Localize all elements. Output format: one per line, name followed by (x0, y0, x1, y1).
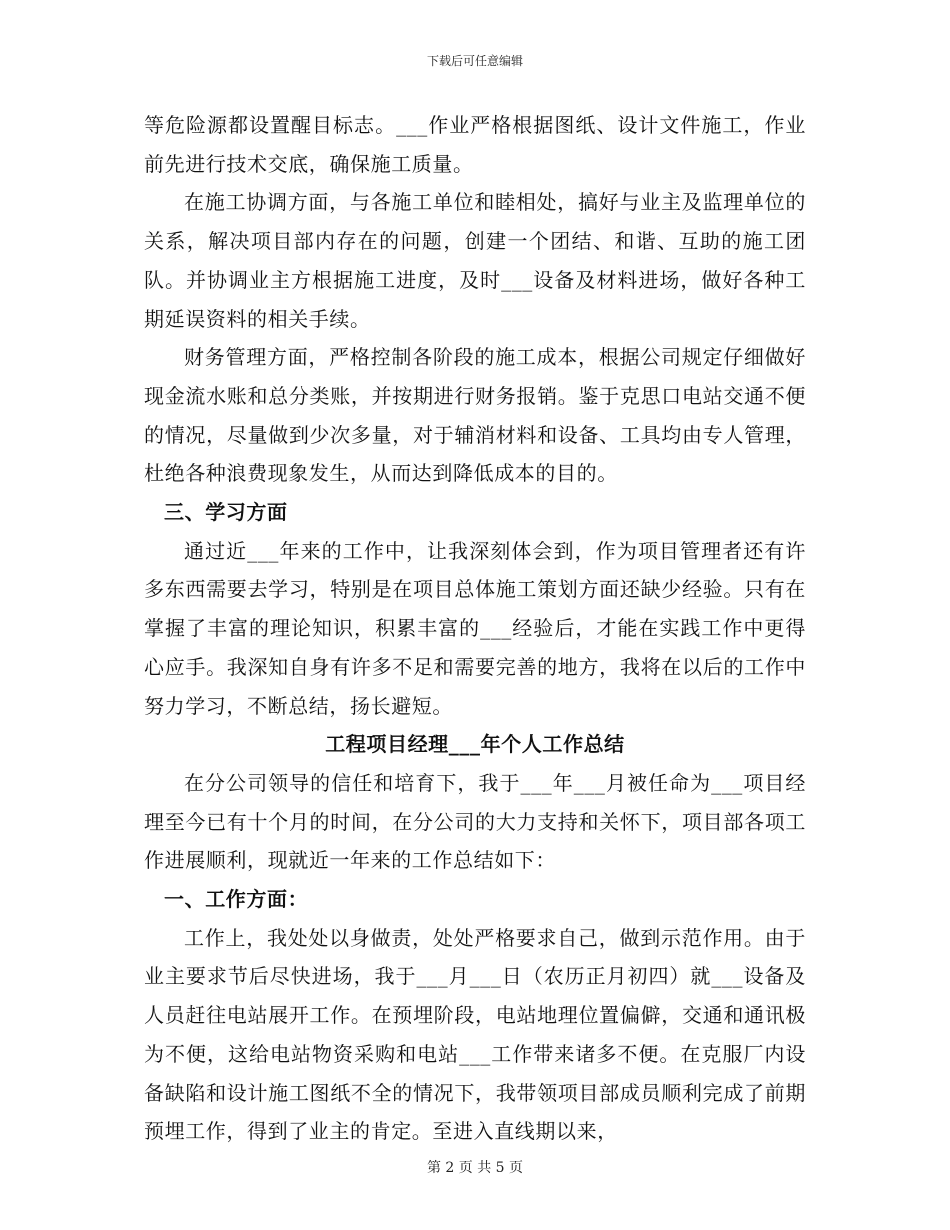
paragraph-coordination: 在施工协调方面，与各施工单位和睦相处，搞好与业主及监理单位的关系，解决项目部内存在的问题，创建一个团结、和谐、互助的施工团队。并协调业主方根据施工进度，及时___设备及材料进场，做好各种工期延误资料的相关手续。 (144, 190, 806, 331)
paragraph-safety: 等危险源都设置醒目标志。___作业严格根据图纸、设计文件施工，作业前先进行技术交底，确保施工质量。 (144, 113, 806, 176)
section-heading-work: 一、工作方面： (164, 887, 309, 912)
document-title: 工程项目经理___年个人工作总结 (325, 732, 625, 757)
paragraph-learning: 通过近___年来的工作中，让我深刻体会到，作为项目管理者还有许多东西需要去学习，特别是在项目总体施工策划方面还缺少经验。只有在掌握了丰富的理论知识，积累丰富的___经验后，才能在实践工作中更得心应手。我深知自身有许多不足和需要完善的地方，我将在以后的工作中努力学习，不断总结，扬长避短。 (144, 538, 806, 718)
paragraph-work: 工作上，我处处以身做责，处处严格要求自己，做到示范作用。由于业主要求节后尽快进场，我于___月___日（农历正月初四）就___设备及人员赶往电站展开工作。在预埋阶段，电站地理位置偏僻，交通和通讯极为不便，这给电站物资采购和电站___工作带来诸多不便。在克服厂内设备缺陷和设计施工图纸不全的情况下，我带领项目部成员顺利完成了前期预埋工作，得到了业主的肯定。至进入直线期以来， (144, 925, 806, 1144)
page-footer: 第 2 页 共 5 页 (426, 1160, 524, 1176)
section-heading-learning: 三、学习方面 (164, 500, 288, 525)
document-body (144, 106, 806, 1151)
paragraph-intro: 在分公司领导的信任和培育下，我于___年___月被任命为___项目经理至今已有十个月的时间，在分公司的大力支持和关怀下，项目部各项工作进展顺利，现就近一年来的工作总结如下： (144, 770, 806, 873)
paragraph-finance: 财务管理方面，严格控制各阶段的施工成本，根据公司规定仔细做好现金流水账和总分类账，并按期进行财务报销。鉴于克思口电站交通不便的情况，尽量做到少次多量，对于辅消材料和设备、工具均由专人管理，杜绝各种浪费现象发生，从而达到降低成本的目的。 (144, 345, 806, 486)
page-header: 下载后可任意编辑 (426, 54, 523, 68)
